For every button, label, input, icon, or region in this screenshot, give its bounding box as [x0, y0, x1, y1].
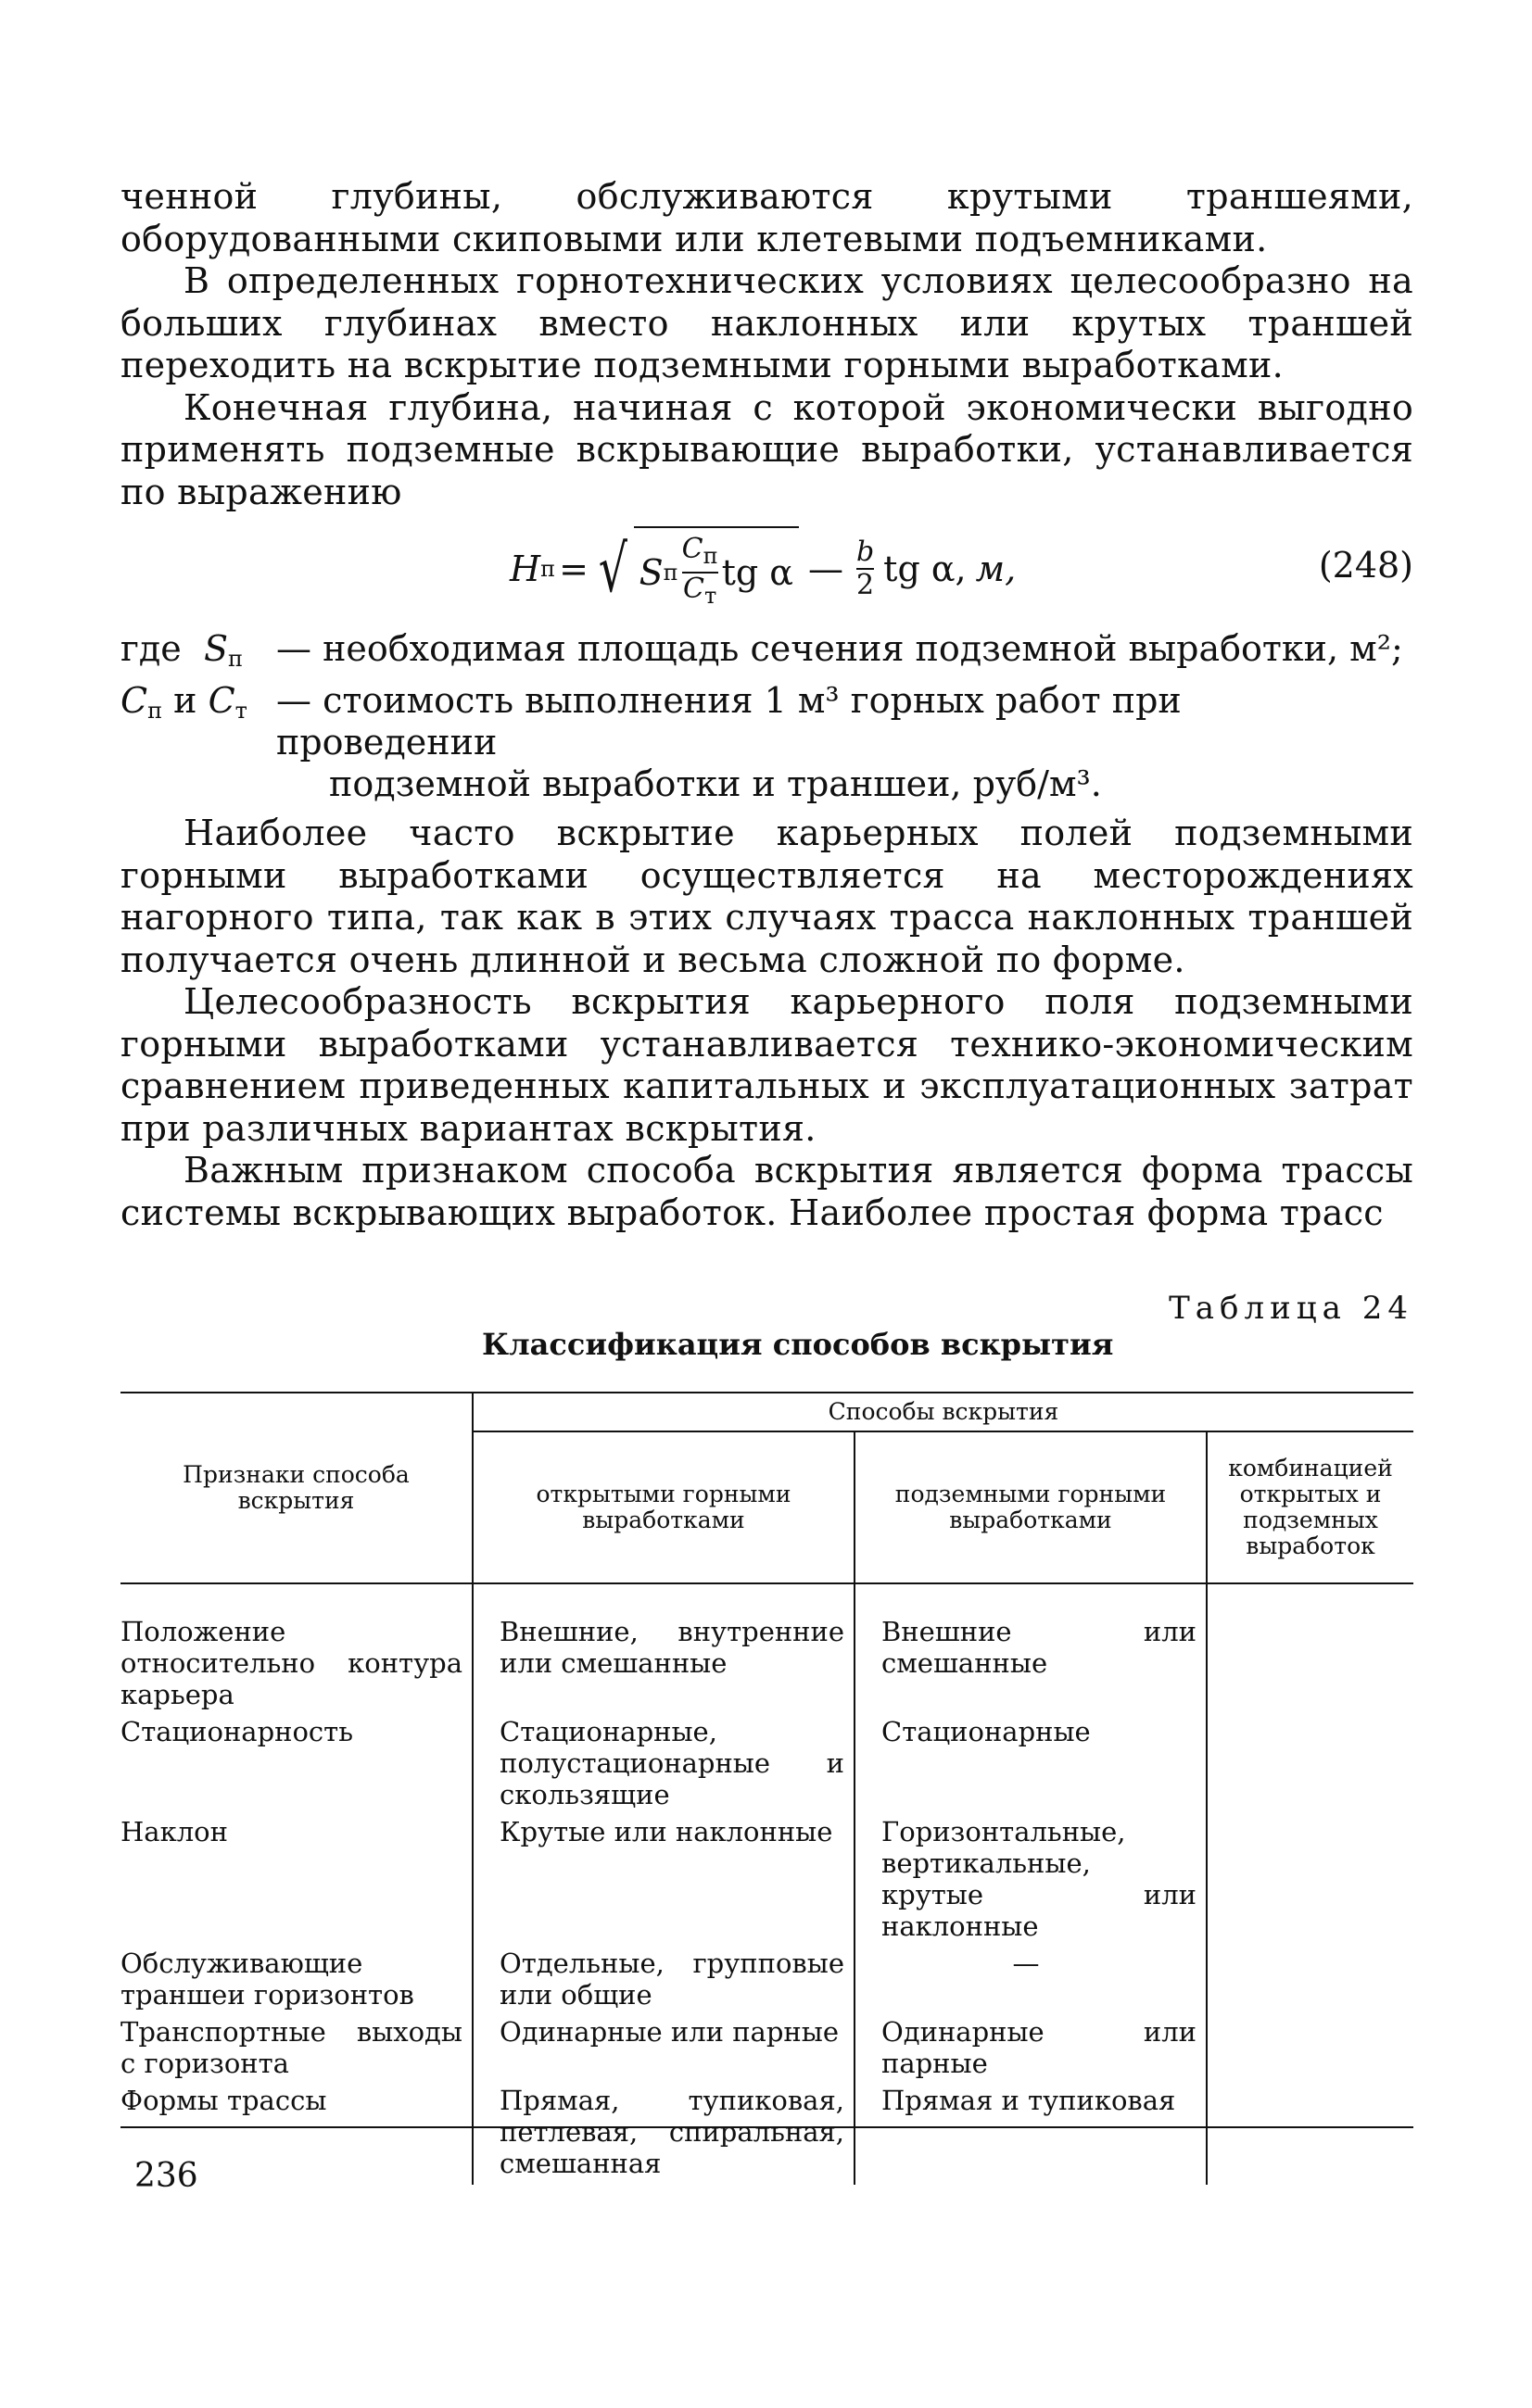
definitions: где $S_п$ — необходимая площадь сечения подземной выработки, м²; $C_п$ и $C_т$ — стоимость выполнения 1 м³ горных работ при проведении подземной выработки и траншеи, руб/м³.	[120, 628, 1403, 804]
table-row: Положение относительно контура карьера Внешние, внутренние или смешанные Внешние или смешанные	[120, 1616, 1413, 1716]
table-caption	[120, 1290, 1413, 1373]
sqrt-expression: √ S п $\frac{C_п}{C_т}$ tg α	[592, 526, 799, 611]
formula-248: H п = √ S п $\frac{C_п}{C_т}$ tg α — $\frac{b}{2}$ tg α, м, (248)	[120, 517, 1413, 619]
table-title: Классификация способов вскрытия	[482, 1327, 1114, 1362]
header-combined: комбинацией открытых и подземных выработок	[1207, 1431, 1413, 1583]
paragraph: В определенных горнотехнических условиях целесообразно на больших глубинах вместо наклонных или крутых траншей переходить на вскрытие подземными горными выработками.	[120, 260, 1413, 385]
header-feature: Признаки способа вскрытия	[120, 1393, 473, 1583]
table-number: Таблица 24	[1169, 1290, 1413, 1327]
header-underground: подземными горными выработками	[855, 1431, 1207, 1583]
footer-rule	[120, 2126, 1413, 2128]
formula-lhs: H	[510, 548, 541, 589]
paragraph: Целесообразность вскрытия карьерного поля подземными горными выработками устанавливается технико-экономическим сравнением приведенных капитальных и эксплуатационных затрат при различных вариантах вскрытия.	[120, 981, 1413, 1149]
classification-table	[120, 1392, 1413, 2185]
page-number: 236	[134, 2157, 198, 2195]
formula-number: (248)	[1318, 545, 1413, 586]
paragraph: Важным признаком способа вскрытия является форма трассы системы вскрывающих выработок. Наиболее простая форма трасс	[120, 1150, 1413, 1233]
paragraph: ченной глубины, обслуживаются крутыми траншеями, оборудованными скиповыми или клетевыми подъемниками.	[120, 176, 1413, 259]
table-row: Наклон Крутые или наклонные Горизонтальные, вертикальные, крутые или наклонные	[120, 1816, 1413, 1948]
paragraph: Наиболее часто вскрытие карьерных полей подземными горными выработками осуществляется на месторождениях нагорного типа, так как в этих случаях трасса наклонных траншей получается очень длинной и весьма сложной по форме.	[120, 813, 1413, 980]
paragraph: Конечная глубина, начиная с которой экономически выгодно применять подземные вскрывающие выработки, устанавливается по выражению	[120, 386, 1413, 512]
table-row: Обслуживающие траншеи горизонтов Отдельные, групповые или общие —	[120, 1948, 1413, 2016]
table-row: Транспортные выходы с горизонта Одинарные или парные Одинарные или парные	[120, 2016, 1413, 2085]
header-open: открытыми горными выработками	[473, 1431, 855, 1583]
header-methods: Способы вскрытия	[473, 1393, 1413, 1431]
fraction-cost: $\frac{C_п}{C_т}$	[681, 533, 718, 609]
fraction-b-half: $\frac{b}{2}$	[855, 536, 875, 601]
page-content	[120, 176, 1413, 2185]
table-row: Стационарность Стационарные, полустационарные и скользящие Стационарные	[120, 1716, 1413, 1816]
table-row: Формы трассы Прямая, тупиковая, петлевая, спиральная, смешанная Прямая и тупиковая	[120, 2085, 1413, 2185]
